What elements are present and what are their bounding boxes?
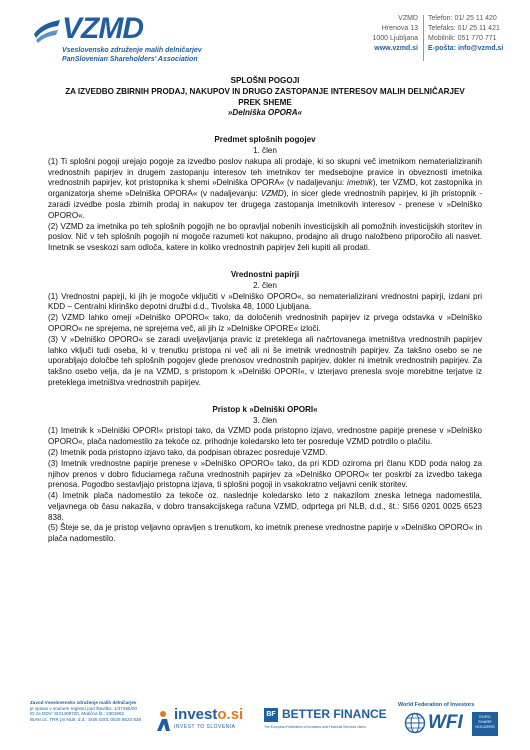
euroshareholders-badge: EURO SHARE HOLDERS xyxy=(472,712,498,736)
page-footer xyxy=(30,700,500,740)
doc-title-line2: ZA IZVEDBO ZBIRNIH PRODAJ, NAKUPOV IN DRUGO ZASTOPANJE INTERESOV MALIH DELNIČARJEV xyxy=(65,86,465,96)
doc-title-scheme: »Delniška OPORA« xyxy=(227,108,303,118)
paragraph: (5) Šteje se, da je pristop veljavno opravljen s trenutkom, ko imetnik prenese vrednostne papirje v »Delniško OPORO« in plača nadomestilo. xyxy=(48,523,482,544)
doc-title: SPLOŠNI POGOJI xyxy=(230,76,300,85)
paragraph: (1) Ti splošni pogoji urejajo pogoje za izvedbo poslov nakupa ali prodaje, ki so skupni več imetnikom nematerializiranih vrednostnih papirjev in drugem zastopanju interesov teh imetnikov ter medsebojne pravice in obveznosti imetnika vrednostnih papirjev, kot pristopnika k shemi »Delniška OPORA« (v nadaljevanju: imetnik), ter VZMD, kot zastopnika in organizatorja sheme »Delniška OPORA« (v nadaljevanju: VZMD), in sicer glede vrednostnih papirjev, ki jih pristopnik - zaradi izvedbe posla zbirnih prodaj in nakupov ter drugega zastopanja imetnikovih interesov - prenese v »Delniško OPORO«. xyxy=(48,156,482,220)
logo-text: VZMD xyxy=(62,12,143,45)
paragraph: (2) VZMD lahko omeji »Delniško OPORO« tako, da določenih vrednostnih papirjev iz prvega odstavka v »Delniško OPORO« ne sprejema, ne sprejema več, ali jih iz »Delniške OPORE« izloči. xyxy=(48,313,482,333)
paragraph: (4) Imetnik plača nadomestilo za tekoče oz. naslednje koledarsko leto z nakazilom zneska letnega nadomestila, veljavnega ob času nakazila, v dobro transakcijskega računa VZMD, odprtega pri NLB, d.d., št.: SI56 0201 0025 6523 838. xyxy=(48,491,482,522)
better-finance-logo[interactable] xyxy=(264,706,392,736)
letterhead xyxy=(32,12,504,74)
paragraph: (1) Vrednostni papirji, ki jih je mogoče vključiti v »Delniško OPORO«, so nematerializirani vrednostni papirji, izdani pri KDD – Centralni klirinško depotni družbi d.d., Tivolska 48, 1000 Ljubljana. xyxy=(48,291,482,312)
paragraph: (2) Imetnik poda pristopno izjavo tako, da podpisan obrazec posreduje VZMD. xyxy=(48,447,328,457)
logo-subtitle-en: PanSlovenian Shareholders' Association xyxy=(62,56,198,63)
footer-line: IBAN oz. TRR pri NLB, d.d.: SI56 0201 0025 6523 838 xyxy=(30,716,141,722)
article-number: 2. člen xyxy=(253,280,277,290)
bf-box-icon: BF xyxy=(264,708,278,722)
article-number: 3. člen xyxy=(253,415,277,425)
footer-line: ID za DDV: SI31409720, Matična št.: 2301962 xyxy=(30,711,125,717)
bf-tagline: The European Federation of Investors and Financial Services Users xyxy=(264,725,366,729)
wfi-wordmark: WFI xyxy=(428,712,463,733)
contact-info xyxy=(428,14,503,54)
section-heading: Predmet splošnih pogojev xyxy=(214,135,316,145)
postal-address xyxy=(372,14,418,54)
investo-figure-icon xyxy=(154,710,172,732)
logo-subtitle-sl: Vseslovensko združenje malih delničarjev xyxy=(62,47,202,54)
investo-wordmark: investo.si xyxy=(174,706,244,723)
document-body xyxy=(48,76,482,545)
article-number: 1. člen xyxy=(253,145,277,155)
investo-logo[interactable] xyxy=(150,706,254,736)
address-line: Hrenova 13 xyxy=(381,25,418,32)
footer-org-name: Zavod Vseslovensko združenje malih delničarjev xyxy=(30,700,137,705)
vzmd-logo[interactable] xyxy=(32,12,252,74)
paragraph: (1) Imetnik k »Delniški OPORI« pristopi tako, da VZMD poda pristopno izjavo, vrednostne papirje prenese v »Delniško OPORO«, plača nadomestilo za tekoče oz. prihodnje koledarsko leto ter posreduje VZMD potrdilo o plačilu. xyxy=(48,426,482,447)
phone: Telefon: 01/ 25 11 420 xyxy=(428,15,497,22)
section-heading: Pristop k »Delniški OPORI« xyxy=(212,404,318,414)
paragraph: (2) VZMD za imetnika po teh splošnih pogojih ne bo opravljal nobenih investicijskih ali pomožnih investicijskih storitev in poslov. Nič v teh splošnih pogojih ni mogoče razumeti kot nakupno, prodajno ali drugo naložbeno priporočilo ali nasvet. Imetnik se vseskozi sam odloča, katere in koliko vrednostnih papirjev želi kupiti ali prodati. xyxy=(48,221,482,253)
mobile: Mobilnik: 051 770 771 xyxy=(428,35,497,42)
investo-tagline: INVEST TO SLOVENIA xyxy=(174,724,236,730)
fax: Telefaks: 01/ 25 11 421 xyxy=(428,25,500,32)
shareholders-logo-icon xyxy=(32,16,62,44)
registration-info xyxy=(30,700,148,722)
email-link[interactable]: E-pošta: info@vzmd.si xyxy=(428,45,504,52)
website-link[interactable]: www.vzmd.si xyxy=(374,45,418,52)
wfi-logo[interactable] xyxy=(398,702,502,738)
bf-wordmark: BETTER FINANCE xyxy=(282,707,387,721)
address-line: 1000 Ljubljana xyxy=(372,35,418,42)
globe-icon xyxy=(404,712,426,734)
doc-title-line3: PREK SHEME xyxy=(238,97,292,107)
address-line: VZMD xyxy=(398,15,418,22)
wfi-name: World Federation of Investors xyxy=(398,702,475,708)
paragraph: (3) Imetnik vrednostne papirje prenese v »Delniško OPORO« tako, da pri KDD oziroma pri članu KDD poda nalog za njihov prenos v dobro fiduciarnega računa vrednostnih papirjev za »Delniško OPORO« ter poskrbi za izvedbo takega prenosa. Pogodbo sestavljajo pristopna izjava, ti splošni pogoji in vsakokratno veljavni cenik storitev. xyxy=(48,458,482,490)
header-divider xyxy=(423,15,424,61)
paragraph: (3) V »Delniško OPORO« se zaradi uveljavljanja pravic iz preteklega ali načrtovanega imetništva vrednostnih papirjev lahko vključi tudi oseba, ki v trenutku pristopa ni več ali ni še imetnik vrednostnih papirjev. Za takšno osebo se ne uporabljajo določbe teh splošnih pogojev glede prenosov vrednostnih papirjev, dokler ni imetnik vrednostnih papirjev. Za takšno osebo velja, da je na VZMD, s pristopom k »Delniški OPORI«, v izterjavo prenesla svoje morebitne terjatve iz preteklega imetništva vrednostnih papirjev. xyxy=(48,334,482,387)
section-heading: Vrednostni papirji xyxy=(230,269,300,279)
footer-line: je vpisan v sodnem registru pod številko: 1/47258/00 xyxy=(30,705,137,711)
